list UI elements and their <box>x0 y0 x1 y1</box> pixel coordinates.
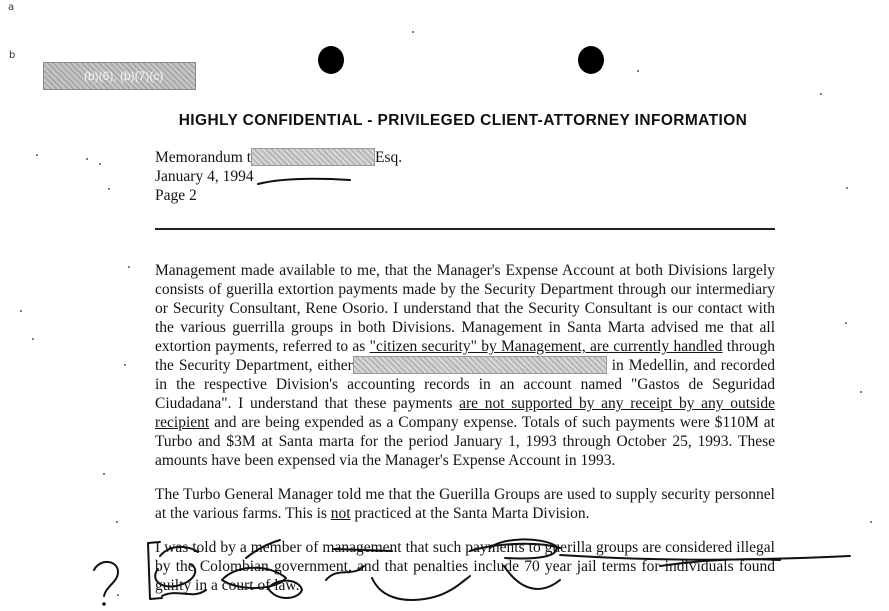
long-underline-stroke <box>560 555 850 560</box>
margin-question-note: ? <box>88 606 89 607</box>
exemption-redaction-stamp: (b)(6), (b)(7)(c) <box>43 62 196 90</box>
loop-stroke-was <box>160 547 198 556</box>
paragraph-text: The Turbo General Manager told me that the Guerilla Groups are used to supply security personnel at the various farms. This is <box>155 486 775 522</box>
loop-stroke-illegal <box>155 564 195 587</box>
strike-payments <box>470 544 560 551</box>
underline-stroke-date <box>258 179 350 184</box>
paragraph-text: Management made available to me, that the Manager's Expense Account at both Divisions largely consists of guerilla extortion payments made by the Security Department through our intermediary or Security Consultant, Rene Osorio. I understand that the Security Consultant is our contact with the various guerrilla groups in both Divisions. Management in Santa Marta advised me that all extortion payments, referred to as <box>155 262 775 355</box>
loop-stroke-penalties <box>372 576 470 600</box>
paragraph-text: in Medellin, and recorded in the respective Division's accounting records in an account named "Gastos de Seguridad Ciudadana". I understand that these payments <box>155 357 776 412</box>
question-mark-dot <box>102 602 106 606</box>
corner-mark-side: b <box>9 50 16 61</box>
underlined-text: are not supported by any receipt by any outside recipient <box>155 395 775 431</box>
memo-recipient-prefix: Memorandum t <box>155 149 251 166</box>
underlined-text: "citizen security" by Management, are currently handled <box>369 338 723 355</box>
bracket-mark <box>148 542 162 599</box>
circle-payments <box>490 539 557 558</box>
loop-stroke-court <box>268 581 302 598</box>
paragraph-text: and are being expended as a Company expense. Totals of such payments were $110M at Turbo and $3M at Santa marta for the period January 1, 1993 through October 25, 1993. These amounts have been expensed via the Manager's Expense Account in 1993. <box>155 414 775 469</box>
strike-management <box>334 549 392 551</box>
paragraph-illegality: I was told by a member of management that such payments to guerilla groups are considered illegal by the Colombian government, and that penalties include 70 year jail terms for individuals found guilty in a court of law. <box>155 539 775 594</box>
question-mark-stroke <box>94 562 118 596</box>
strike-member <box>246 540 280 558</box>
memo-recipient-suffix: Esq. <box>375 149 403 166</box>
confidentiality-header: HIGHLY CONFIDENTIAL - PRIVILEGED CLIENT-ATTORNEY INFORMATION <box>178 112 748 129</box>
squiggle-government <box>326 566 364 580</box>
loop-stroke-colombian <box>222 568 286 588</box>
strike-include <box>504 566 560 589</box>
paragraph-text: practiced at the Santa Marta Division. <box>350 505 590 522</box>
squiggle-found-guilty <box>162 590 206 596</box>
memo-page-number: Page 2 <box>155 187 197 204</box>
corner-mark-top: a <box>8 2 15 13</box>
underlined-text: not <box>330 505 351 522</box>
memo-date: January 4, 1994 <box>155 168 254 185</box>
paragraph-text: through the Security Department, either <box>155 338 776 374</box>
